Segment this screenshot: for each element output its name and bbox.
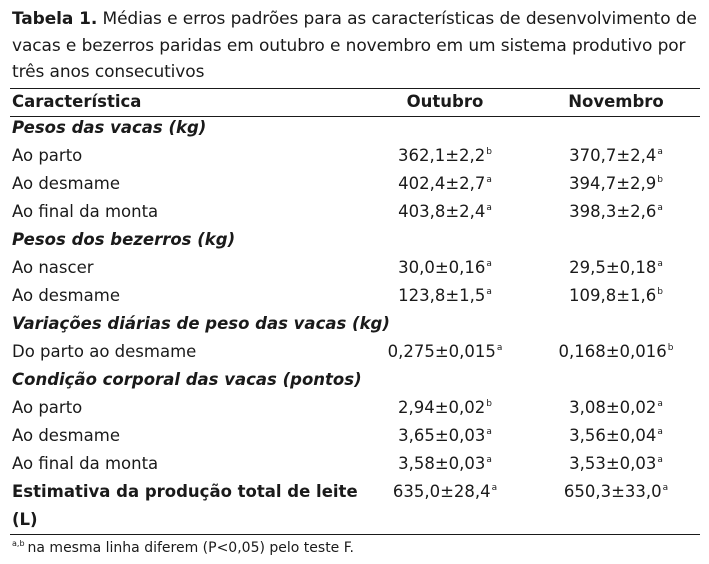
section-title: Variações diárias de peso das vacas (kg) [12, 314, 390, 333]
cell-outubro-value: 123,8±1,5 [398, 286, 486, 305]
cell-novembro-superscript: a [657, 427, 663, 437]
cell-novembro-superscript: b [657, 175, 664, 185]
cell-outubro-value: 362,1±2,2 [397, 146, 486, 165]
cell-novembro [550, 286, 682, 305]
cell-outubro-value: 635,0±28,4 [392, 482, 491, 501]
cell-outubro [380, 342, 510, 361]
table-row [0, 454, 709, 482]
row-label: Ao desmame [12, 426, 120, 445]
cell-novembro [550, 146, 682, 165]
cell-outubro-value: 3,65±0,03 [398, 426, 486, 445]
cell-novembro-value: 3,53±0,03 [569, 454, 657, 473]
cell-novembro [550, 398, 682, 417]
cell-outubro-superscript: a [486, 455, 492, 465]
cell-outubro-superscript: b [486, 399, 493, 409]
cell-novembro [550, 482, 682, 501]
cell-novembro [550, 174, 682, 193]
row-label: Estimativa da produção total de leite [12, 482, 358, 501]
row-label: Do parto ao desmame [12, 342, 197, 361]
row-label: Ao final da monta [12, 454, 159, 473]
section-title: Pesos das vacas (kg) [12, 118, 207, 137]
cell-outubro-superscript: a [486, 203, 492, 213]
cell-novembro-value: 650,3±33,0 [563, 482, 662, 501]
header-outubro: Outubro [406, 92, 484, 111]
section-title: Pesos dos bezerros (kg) [12, 230, 236, 249]
table-row [0, 286, 709, 314]
cell-novembro-superscript: a [657, 147, 663, 157]
cell-outubro [380, 174, 510, 193]
cell-novembro-superscript: a [657, 455, 663, 465]
footnote-text: na mesma linha diferem (P<0,05) pelo teste F. [27, 540, 354, 556]
cell-outubro-superscript: a [486, 287, 492, 297]
cell-novembro-value: 109,8±1,6 [568, 286, 657, 305]
table-caption-text: Médias e erros padrões para as características de desenvolvimento de vacas e bezerros paridas em outubro e novembro em um sistema produtivo por três anos consecutivos [12, 9, 697, 82]
cell-outubro-superscript: b [486, 147, 493, 157]
cell-outubro [380, 454, 510, 473]
cell-novembro-superscript: a [657, 259, 663, 269]
row-label: Ao parto [12, 146, 83, 165]
cell-novembro-superscript: a [662, 483, 669, 493]
header-caracteristica: Característica [12, 92, 142, 111]
table-caption [12, 6, 702, 86]
cell-outubro [380, 426, 510, 445]
cell-novembro-value: 0,168±0,016 [558, 342, 667, 361]
cell-outubro-value: 3,58±0,03 [398, 454, 486, 473]
cell-outubro [380, 202, 510, 221]
cell-novembro-value: 394,7±2,9 [568, 174, 657, 193]
section-title: Condição corporal das vacas (pontos) [12, 370, 362, 389]
row-label: (L) [12, 510, 38, 529]
cell-outubro-superscript: a [486, 427, 492, 437]
table-row [0, 258, 709, 286]
cell-outubro-superscript: a [496, 343, 503, 353]
cell-novembro [550, 258, 682, 277]
cell-outubro-superscript: a [491, 483, 498, 493]
cell-novembro-superscript: a [657, 203, 663, 213]
cell-novembro-superscript: b [667, 343, 674, 353]
cell-outubro-value: 2,94±0,02 [397, 398, 486, 417]
cell-novembro-value: 398,3±2,6 [569, 202, 657, 221]
table-footnote [12, 540, 354, 556]
cell-novembro [550, 454, 682, 473]
table-row [0, 482, 709, 510]
section-header-row [0, 230, 709, 258]
cell-novembro-value: 3,56±0,04 [569, 426, 657, 445]
cell-outubro [380, 146, 510, 165]
cell-novembro [550, 426, 682, 445]
table-caption-label: Tabela 1. [12, 9, 98, 29]
row-label: Ao desmame [12, 174, 120, 193]
row-label: Ao nascer [12, 258, 94, 277]
cell-novembro-value: 3,08±0,02 [569, 398, 657, 417]
table-header-rule [10, 116, 700, 117]
cell-outubro [380, 482, 510, 501]
table-row [0, 398, 709, 426]
table-top-rule [10, 88, 700, 89]
table-bottom-rule [10, 534, 700, 535]
row-label: Ao parto [12, 398, 83, 417]
cell-outubro-superscript: a [486, 175, 492, 185]
cell-outubro [380, 398, 510, 417]
header-novembro: Novembro [568, 92, 664, 111]
section-header-row [0, 314, 709, 342]
cell-novembro [550, 342, 682, 361]
table-row [0, 146, 709, 174]
cell-outubro-value: 30,0±0,16 [398, 258, 486, 277]
table-row [0, 174, 709, 202]
footnote-marker: a,b [12, 539, 25, 548]
cell-outubro-superscript: a [486, 259, 492, 269]
section-header-row [0, 370, 709, 398]
table-row [0, 426, 709, 454]
cell-outubro-value: 402,4±2,7 [398, 174, 486, 193]
cell-outubro [380, 286, 510, 305]
table-row [0, 202, 709, 230]
table-row [0, 342, 709, 370]
cell-novembro [550, 202, 682, 221]
section-header-row [0, 118, 709, 146]
cell-novembro-superscript: b [657, 287, 664, 297]
cell-novembro-value: 29,5±0,18 [569, 258, 657, 277]
cell-outubro [380, 258, 510, 277]
row-label: Ao final da monta [12, 202, 159, 221]
cell-outubro-value: 403,8±2,4 [398, 202, 486, 221]
cell-novembro-superscript: a [657, 399, 663, 409]
cell-outubro-value: 0,275±0,015 [387, 342, 496, 361]
row-label: Ao desmame [12, 286, 120, 305]
cell-novembro-value: 370,7±2,4 [569, 146, 657, 165]
